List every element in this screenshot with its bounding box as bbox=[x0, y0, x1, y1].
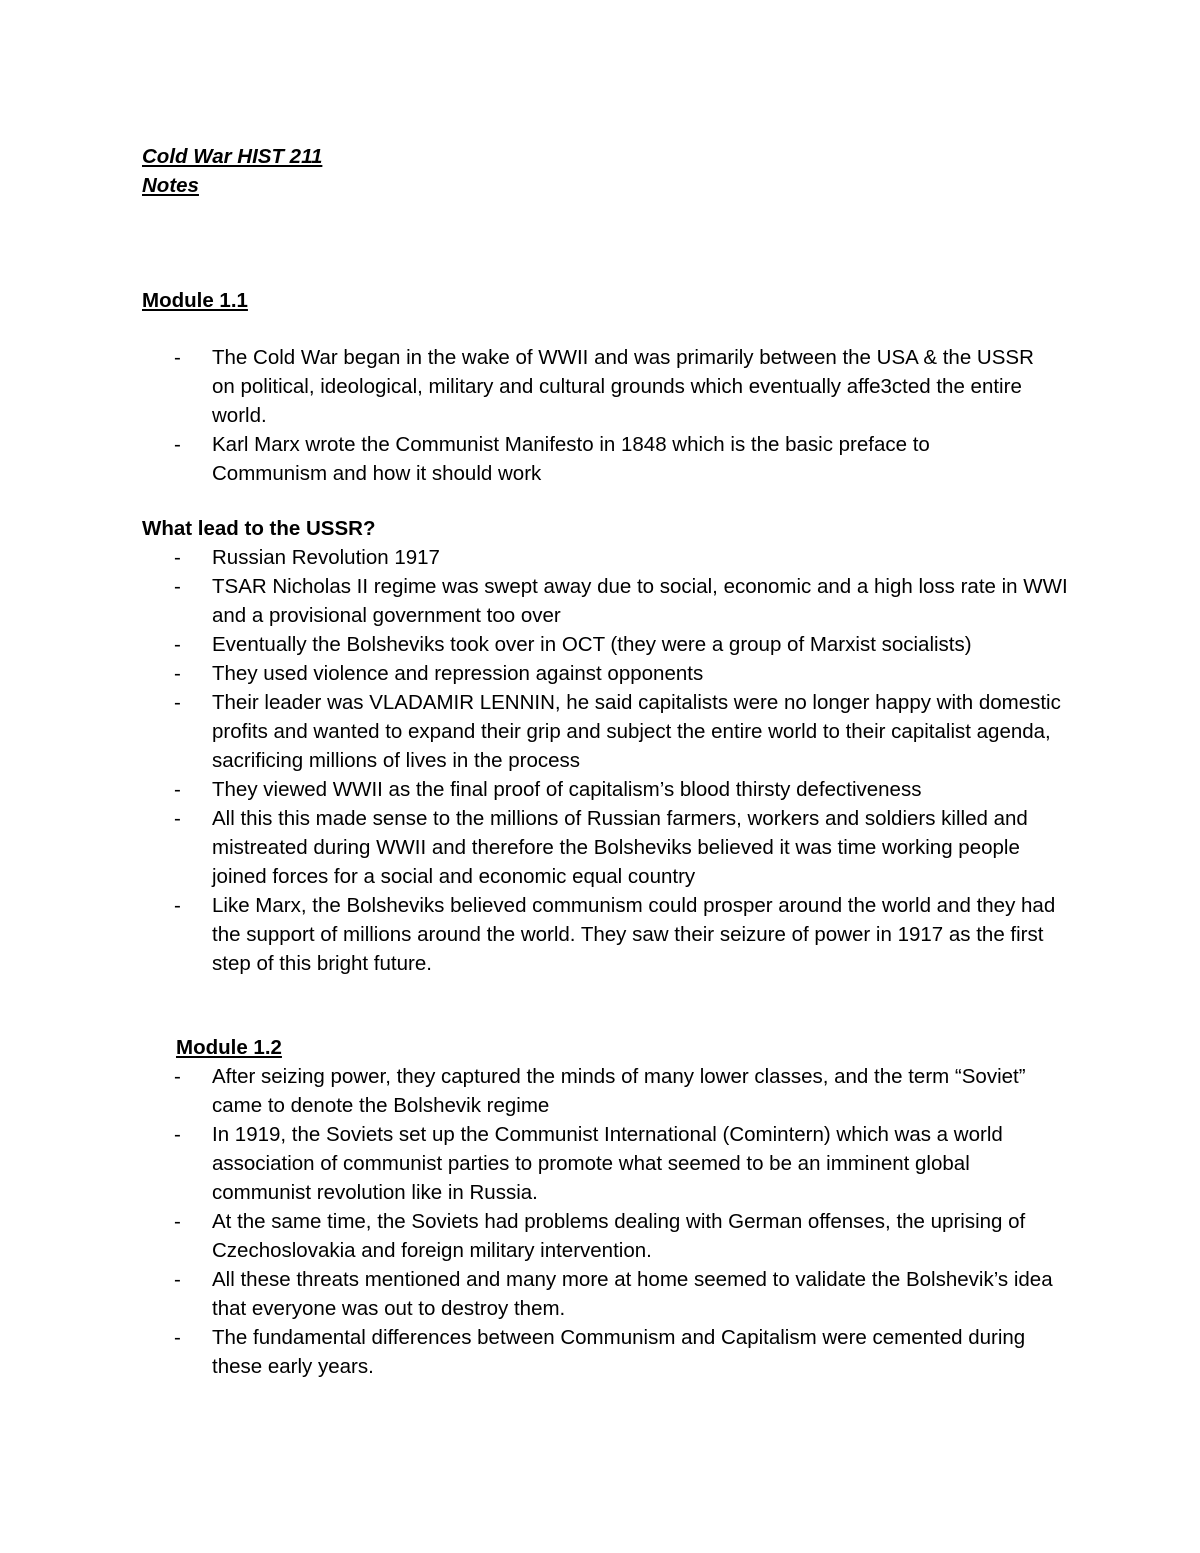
bullet-dash: - bbox=[174, 546, 181, 569]
list-item bbox=[142, 688, 1072, 775]
module-1-2-list bbox=[142, 1062, 1072, 1381]
list-item-text: The Cold War began in the wake of WWII and was primarily between the USA & the USSR on political, ideological, military and cultural grounds which eventually affe3cted the entire world. bbox=[212, 346, 1034, 427]
module-1-1-heading: Module 1.1 bbox=[142, 289, 248, 312]
ussr-origins-heading: What lead to the USSR? bbox=[142, 517, 376, 540]
list-item-text: Karl Marx wrote the Communist Manifesto in 1848 which is the basic preface to Communism and how it should work bbox=[212, 433, 930, 485]
list-item bbox=[142, 430, 1042, 488]
bullet-dash: - bbox=[174, 433, 181, 456]
list-item-text: Eventually the Bolsheviks took over in OCT (they were a group of Marxist socialists) bbox=[212, 633, 972, 656]
list-item bbox=[142, 1207, 1072, 1265]
bullet-dash: - bbox=[174, 1268, 181, 1291]
list-item-text: Their leader was VLADAMIR LENNIN, he said capitalists were no longer happy with domestic profits and wanted to expand their grip and subject the entire world to their capitalist agenda, sacrificing millions of lives in the process bbox=[212, 691, 1061, 772]
module-1-2-heading: Module 1.2 bbox=[176, 1036, 282, 1059]
list-item-text: All this this made sense to the millions of Russian farmers, workers and soldiers killed and mistreated during WWII and therefore the Bolsheviks believed it was time working people joined forces for a social and economic equal country bbox=[212, 807, 1028, 888]
list-item bbox=[142, 543, 1072, 572]
bullet-dash: - bbox=[174, 1326, 181, 1349]
course-title: Cold War HIST 211 bbox=[142, 145, 323, 168]
bullet-dash: - bbox=[174, 1123, 181, 1146]
list-item bbox=[142, 1265, 1072, 1323]
list-item-text: After seizing power, they captured the minds of many lower classes, and the term “Soviet” came to denote the Bolshevik regime bbox=[212, 1065, 1026, 1117]
bullet-dash: - bbox=[174, 778, 181, 801]
list-item bbox=[142, 630, 1072, 659]
bullet-dash: - bbox=[174, 1210, 181, 1233]
list-item bbox=[142, 1062, 1072, 1120]
list-item-text: They used violence and repression against opponents bbox=[212, 662, 704, 685]
bullet-dash: - bbox=[174, 691, 181, 714]
list-item-text: TSAR Nicholas II regime was swept away due to social, economic and a high loss rate in WWI and a provisional government too over bbox=[212, 575, 1068, 627]
list-item-text: At the same time, the Soviets had problems dealing with German offenses, the uprising of Czechoslovakia and foreign military intervention. bbox=[212, 1210, 1026, 1262]
bullet-dash: - bbox=[174, 662, 181, 685]
document-title bbox=[142, 142, 322, 200]
module-1-1-list bbox=[142, 343, 1042, 488]
bullet-dash: - bbox=[174, 575, 181, 598]
list-item-text: In 1919, the Soviets set up the Communist International (Comintern) which was a world association of communist parties to promote what seemed to be an imminent global communist revolution like in Russia. bbox=[212, 1123, 1003, 1204]
list-item-text: The fundamental differences between Communism and Capitalism were cemented during these early years. bbox=[212, 1326, 1026, 1378]
list-item bbox=[142, 1120, 1072, 1207]
bullet-dash: - bbox=[174, 807, 181, 830]
list-item-text: Like Marx, the Bolsheviks believed communism could prosper around the world and they had the support of millions around the world. They saw their seizure of power in 1917 as the first step of this bright future. bbox=[212, 894, 1056, 975]
list-item bbox=[142, 891, 1072, 978]
bullet-dash: - bbox=[174, 894, 181, 917]
list-item bbox=[142, 572, 1072, 630]
ussr-origins-list bbox=[142, 543, 1072, 978]
list-item-text: All these threats mentioned and many more at home seemed to validate the Bolshevik’s idea that everyone was out to destroy them. bbox=[212, 1268, 1053, 1320]
bullet-dash: - bbox=[174, 633, 181, 656]
list-item bbox=[142, 775, 1072, 804]
list-item bbox=[142, 659, 1072, 688]
bullet-dash: - bbox=[174, 346, 181, 369]
list-item-text: Russian Revolution 1917 bbox=[212, 546, 440, 569]
list-item bbox=[142, 804, 1072, 891]
bullet-dash: - bbox=[174, 1065, 181, 1088]
notes-title: Notes bbox=[142, 174, 199, 197]
list-item bbox=[142, 1323, 1072, 1381]
list-item bbox=[142, 343, 1042, 430]
list-item-text: They viewed WWII as the final proof of capitalism’s blood thirsty defectiveness bbox=[212, 778, 922, 801]
